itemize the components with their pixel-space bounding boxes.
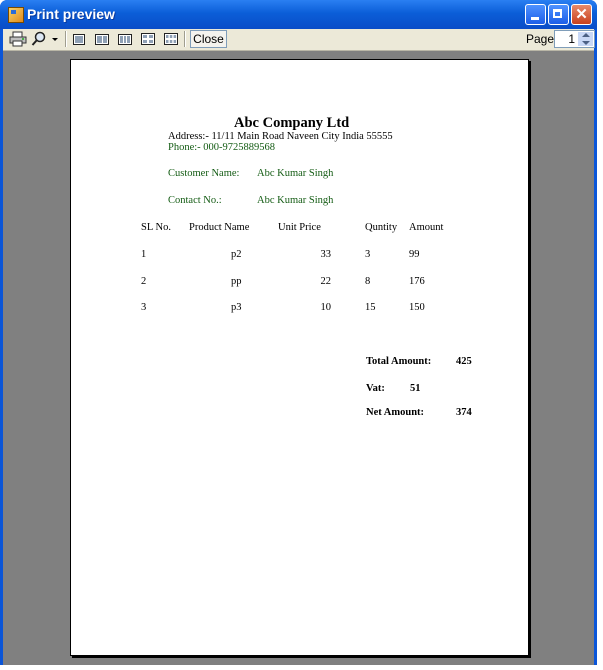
printer-icon xyxy=(9,31,27,47)
close-window-button[interactable] xyxy=(571,4,592,25)
total-amount-label: Total Amount: xyxy=(366,356,432,367)
window-title: Print preview xyxy=(27,6,115,22)
row-3-sl: 3 xyxy=(141,302,147,313)
two-pages-icon xyxy=(95,34,109,45)
row-1-sl: 1 xyxy=(141,249,147,260)
toolbar-separator xyxy=(65,31,67,47)
header-unit-price: Unit Price xyxy=(278,222,321,233)
one-page-icon xyxy=(73,34,85,45)
total-amount-value: 425 xyxy=(456,356,472,367)
row-1-amount: 99 xyxy=(409,249,420,260)
row-3-product: p3 xyxy=(231,302,242,313)
app-icon[interactable] xyxy=(8,7,24,23)
vat-value: 51 xyxy=(410,383,421,394)
company-phone: Phone:- 000-9725889568 xyxy=(168,142,276,153)
net-amount-label: Net Amount: xyxy=(366,407,425,418)
row-2-unit-price: 22 xyxy=(320,276,331,287)
row-2-amount: 176 xyxy=(409,276,425,287)
header-sl-no: SL No. xyxy=(141,222,171,233)
toolbar xyxy=(3,29,594,51)
row-2-quantity: 8 xyxy=(365,276,371,287)
company-address: Address:- 11/11 Main Road Naveen City India 55555 xyxy=(168,131,393,142)
row-3-amount: 150 xyxy=(409,302,425,313)
contact-value: Abc Kumar Singh xyxy=(257,195,334,206)
vat-label: Vat: xyxy=(366,383,385,394)
two-pages-button[interactable] xyxy=(94,31,110,47)
chevron-down-icon xyxy=(52,38,58,41)
header-product-name: Product Name xyxy=(189,222,250,233)
title-bar[interactable] xyxy=(0,0,597,29)
six-pages-icon xyxy=(164,33,178,45)
toolbar-separator xyxy=(184,31,186,47)
header-quantity: Quntity xyxy=(365,222,398,233)
company-name: Abc Company Ltd xyxy=(234,115,350,131)
row-3-quantity: 15 xyxy=(365,302,376,313)
row-2-sl: 2 xyxy=(141,276,147,287)
four-pages-button[interactable] xyxy=(140,31,156,47)
page-number-spinner[interactable] xyxy=(554,30,595,48)
magnifier-icon xyxy=(31,31,59,47)
close-icon: ✕ xyxy=(575,6,588,23)
six-pages-button[interactable] xyxy=(163,31,179,47)
three-pages-button[interactable] xyxy=(117,31,133,47)
page-number-value[interactable]: 1 xyxy=(568,32,575,46)
row-1-quantity: 3 xyxy=(365,249,371,260)
four-pages-icon xyxy=(141,33,155,45)
minimize-button[interactable] xyxy=(525,4,546,25)
three-pages-icon xyxy=(118,34,132,45)
row-3-unit-price: 10 xyxy=(320,302,331,313)
print-button[interactable] xyxy=(9,31,27,47)
spinner-arrows-icon[interactable] xyxy=(578,32,593,46)
zoom-button[interactable] xyxy=(31,31,59,47)
customer-name-label: Customer Name: xyxy=(168,168,240,179)
maximize-button[interactable] xyxy=(548,4,569,25)
net-amount-value: 374 xyxy=(456,407,472,418)
page-label: Page xyxy=(526,32,555,46)
header-amount: Amount xyxy=(409,222,444,233)
one-page-button[interactable] xyxy=(71,31,87,47)
close-button[interactable]: Close xyxy=(190,30,227,48)
row-1-unit-price: 33 xyxy=(320,249,331,260)
document-page xyxy=(70,59,529,656)
contact-label: Contact No.: xyxy=(168,195,222,206)
customer-name-value: Abc Kumar Singh xyxy=(257,168,334,179)
preview-area[interactable] xyxy=(3,51,594,665)
row-2-product: pp xyxy=(231,276,242,287)
row-1-product: p2 xyxy=(231,249,242,260)
